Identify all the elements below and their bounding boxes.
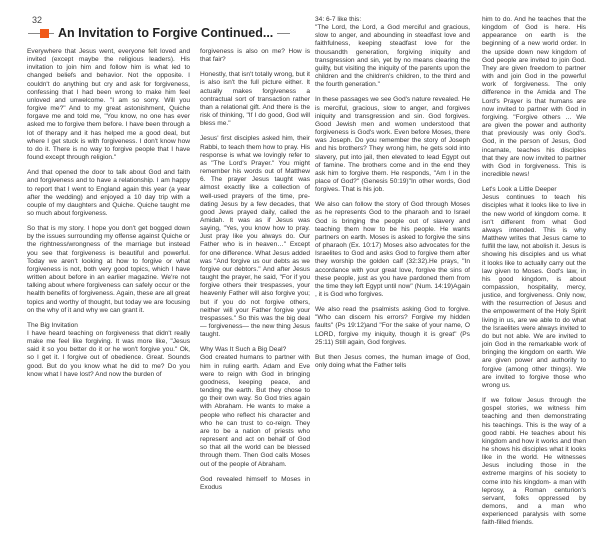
page-title: An Invitation to Forgive Continued... [54, 24, 277, 42]
paragraph: But then Jesus comes, the human image of God, only doing what the Father tells [315, 353, 470, 370]
paragraph: Everywhere that Jesus went, everyone felt loved and invited (except maybe the religious leaders). His invitation to join him and follow him is what led to changed beliefs and behavior. Not the opposite. I couldn't do anything but cry and ask for forgiveness, confessing that I had been wrong to make him feel unloved and unwelcome. "I am so sorry. Will you forgive me?" And to my great astonishment, Quiche forgave me and told me, "You know, no one has ever asked me to forgive them before. I have been through a lot of therapy and it has helped me a good deal, but where I get stuck is with forgiveness. I don't know how to do it. There is no way to forgive people that I have found except through religion." [27, 48, 190, 162]
paragraph: 34: 6-7 like this: "The Lord, the Lord, a God merciful and gracious, slow to anger, and abounding in steadfast love and faithfulness, keeping steadfast love for the thousandth generation, forgiving iniquity and transgression and sin, yet by no means clearing the guilty, but visiting the iniquity of the parents upon the children and the children's children, to the third and the fourth generation." [315, 16, 470, 89]
paragraph: forgiveness is also on me? How is that fair? [200, 48, 310, 64]
paragraph: We also can follow the story of God through Moses as he represents God to the pharaoh and to Israel God is bringing the people out of slavery and teaching them how to be his people. He wants partners on earth. Moses is asked to forgive the sins of pharaoh (Ex. 10:17) Moses also advocates for the Israelites to God and asks God to forgive them after they worship the golden calf (32:32).He prays, "In accordance with your great love, forgive the sins of these people, just as you have pardoned them from the time they left Egypt until now" (Num. 14:19)Again , it is God who forgives. [315, 201, 470, 298]
paragraph: And that opened the door to talk about God and faith and forgiveness and to have a relationship. I am happy to report that I went to England again this year (a year after the wedding) and enjoyed a 10 day trip with a couple of my daughters and Quiche. Quiche taught me so much about forgiveness. [27, 169, 190, 217]
paragraph: Let's Look a Little Deeper Jesus continues to teach his disciples what it looks like to live in the new world of kingdom come. It isn't different from what God always intended. This is why Matthew writes that Jesus came to fulfill the law, not abolish it. Jesus is showing his disciples and us what it looks like to actually carry out the law given to Moses. God's law, in his good kingdom, is about compassion, hospitality, mercy, justice, and forgiveness. Only now, with the resurrection of Jesus and the empowerment of the Holy Spirit living in us, are we able to do what the Israelites were always invited to do but not able. We are invited to join God in the remarkable work of bringing the kingdom on earth. We are given power and authority to forgive (among other things). We are invited to forgive those who wrong us. [482, 186, 586, 389]
title-banner [28, 24, 290, 42]
column-4 [482, 16, 586, 535]
paragraph: So that is my story. I hope you don't get bogged down by the issues surrounding my offense against Quiche or the rightness/wrongness of the marriage but instead you see that forgiveness is beautiful and powerful. Today we aren't looking at how to forgive or what forgiveness is not, both very good topics, which I have written about before in an earlier magazine. We're not talking about where forgiveness can safely occur or the health benefits of forgiveness. Again, these are all great topics and worthy of thought, but today we are focusing on the why of it and why we can grant it. [27, 225, 190, 314]
paragraph: Honestly, that isn't totally wrong, but it is also isn't the full picture either. It actually makes forgiveness a contractual sort of transaction rather than a relational gift. And there is the risk of thinking, "If I do good, God will bless me." [200, 71, 310, 128]
paragraph: God revealed himself to Moses in Exodus [200, 475, 310, 491]
paragraph: Why Was It Such a Big Deal? God created humans to partner with him in ruling earth. Adam and Eve were to reign with God in bringing goodness, keeping peace, and tending the earth. But they chose to go their own way. So God tries again with Abraham. He wants to make a people who reflect his character and who he can trust to co-reign. They are to be a nation of priests who represent and act on behalf of God so that all the world can be blessed through them. Then God calls Moses out of the people of Abraham. [200, 346, 310, 468]
column-3 [315, 16, 470, 377]
paragraph: The Big Invitation I have heard teaching on forgiveness that didn't really make me feel like forgiving. It was more like, "Jesus said it so you better do it or he won't forgive you." Ok, so I get it. I forgive out of obedience. Great. Sounds good. But do you know what he did to me? Do you know what I have lost? And now the burden of [27, 321, 190, 378]
column-2 [200, 48, 310, 499]
paragraph: If we follow Jesus through the gospel stories, we witness him teaching and then demonstrating his teachings. This is the way of a good rabbi. He teaches about his kingdom and how it works and then he shows his disciples what it looks like in the world. He witnesses Jesus including those in the extreme margins of his society to come into his kingdom- a man with leprosy, a Roman centurion's servant, folks oppressed by demons, and a man who experienced paralysis with some faith-filled friends. [482, 397, 586, 527]
orange-square-icon [40, 29, 49, 38]
column-1 [27, 48, 190, 386]
paragraph: In these passages we see God's nature revealed. He is merciful, gracious, slow to anger, and forgives iniquity and transgression and sin. God forgives. Good Jewish men and women understood that forgiveness is God's work. Even before Moses, there was Joseph. Do you remember the story of Joseph and his brothers? They wrong him, he gets sold into slavery, put into jail, then elevated to lead Egypt out of famine. The brothers come and in the end they ask him to forgive them. He responds, "Am I in the place of God?" (Genesis 50:19)"In other words, God forgives. That is his job. [315, 96, 470, 194]
paragraph: him to do. And he teaches that the kingdom of God is here. His appearance on earth is the beginning of a new world order. In the upside down new kingdom of God people are invited to join God. They are given freedom to partner with and join God in the powerful work of forgiveness. The only difference in the Amida and The Lord's Prayer is that humans are now invited to partner with God in forgiving. "Forgive others … We are given the power and authority that previously was only God's. God, in the person of Jesus, God incarnate, teaches his disciples that they are now invited to partner with God in forgiveness. This is incredible news! [482, 16, 586, 178]
page-number: 32 [32, 15, 43, 25]
paragraph: We also read the psalmists asking God to forgive. "Who can discern his errors? Forgive my hidden faults" (Ps 19:12)and "For the sake of your name, O LORD, forgive my iniquity, though it is great" (Ps 25:11) Still again, God forgives. [315, 306, 470, 346]
paragraph: Jesus' first disciples asked him, their Rabbi, to teach them how to pray. His response is what we lovingly refer to as "The Lord's Prayer." You might remember his words out of Matthew 6. The prayer Jesus taught was almost exactly like a collection of well-used prayers of the time, pre-dating Jesus by a few decades, that good Jews prayed daily, called the Amidah. It was as if Jesus was saying, "Yes, you know how to pray. Just pray like you always do. Our Father who is in heaven…" Except for one difference. What Jesus added was "And forgive us our debts as we forgive our debtors." And after Jesus taught the prayer, he said, "For if you forgive others their trespasses, your heavenly Father will also forgive you; but if you do not forgive others, neither will your Father forgive your trespasses." So this was the big deal— forgiveness— the new thing Jesus taught. [200, 135, 310, 339]
